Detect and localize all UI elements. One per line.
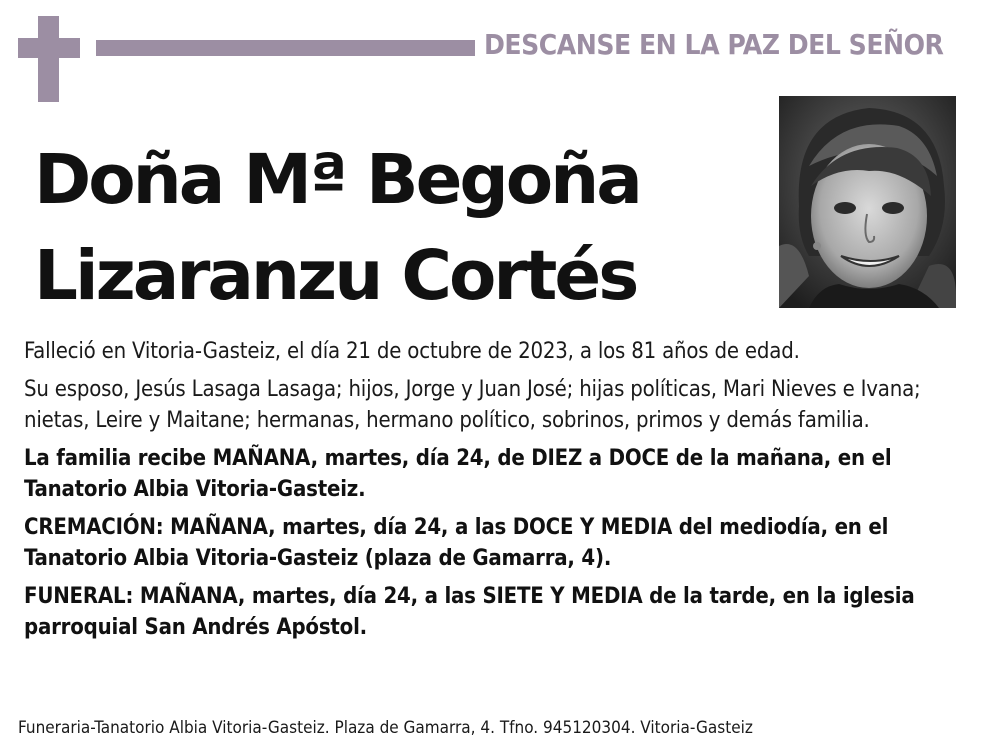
- family-list: Su esposo, Jesús Lasaga Lasaga; hijos, Jorge y Juan José; hijas políticas, Mari Nieves e Ivana; nietas, Leire y Maitane; hermanas, hermano político, sobrinos, primos y demás familia.: [24, 377, 921, 433]
- header-title: DESCANSE EN LA PAZ DEL SEÑOR: [484, 28, 944, 61]
- notice-body: [24, 336, 964, 650]
- name-line-2: Lizaranzu Cortés: [34, 236, 637, 316]
- visitation-notice: La familia recibe MAÑANA, martes, día 24, de DIEZ a DOCE de la mañana, en el Tanatorio Albia Vitoria-Gasteiz.: [24, 446, 892, 502]
- funeral-home-footer: Funeraria-Tanatorio Albia Vitoria-Gasteiz. Plaza de Gamarra, 4. Tfno. 945120304. Vitoria-Gasteiz: [18, 718, 753, 738]
- name-line-1: Doña Mª Begoña: [34, 140, 640, 220]
- cross-horizontal-bar: [18, 38, 80, 58]
- portrait-image: [779, 96, 956, 308]
- death-notice: Falleció en Vitoria-Gasteiz, el día 21 de octubre de 2023, a los 81 años de edad.: [24, 339, 800, 364]
- cross-vertical-bar: [38, 16, 59, 102]
- cremation-notice: CREMACIÓN: MAÑANA, martes, día 24, a las DOCE Y MEDIA del mediodía, en el Tanatorio Albia Vitoria-Gasteiz (plaza de Gamarra, 4).: [24, 515, 889, 571]
- portrait-photo: [779, 96, 956, 308]
- deceased-name: [34, 132, 734, 324]
- header-rule: [96, 40, 475, 56]
- funeral-notice: FUNERAL: MAÑANA, martes, día 24, a las SIETE Y MEDIA de la tarde, en la iglesia parroquial San Andrés Apóstol.: [24, 584, 915, 640]
